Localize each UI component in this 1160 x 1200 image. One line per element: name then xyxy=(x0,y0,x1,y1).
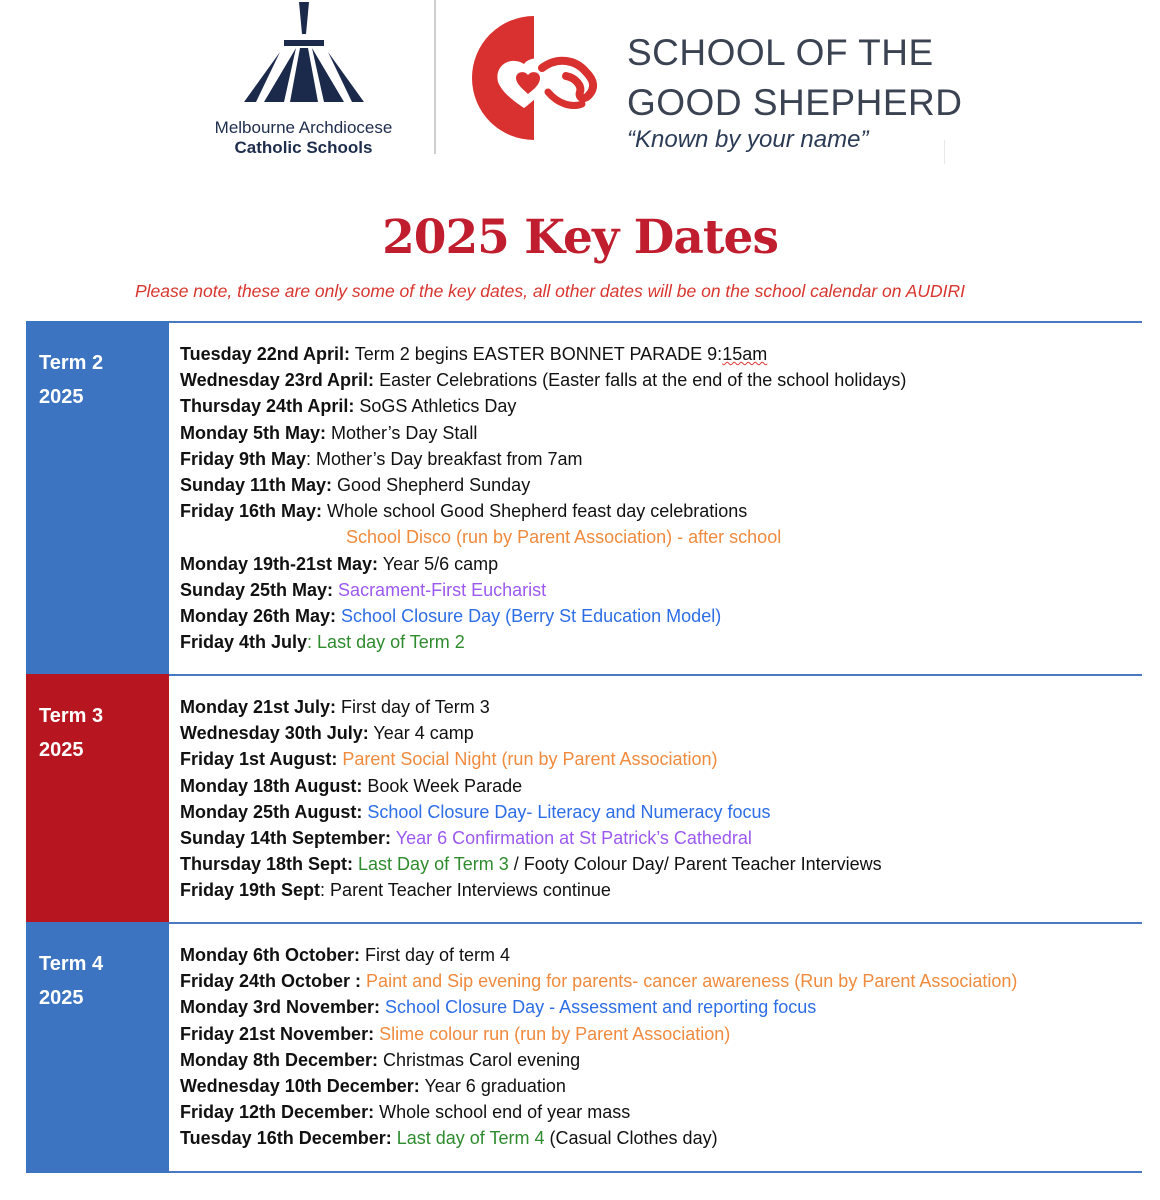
term-label: Term 4 xyxy=(39,953,104,975)
event-item xyxy=(180,746,1142,772)
event-item xyxy=(180,994,1142,1020)
school-name-line2: GOOD SHEPHERD xyxy=(627,82,963,123)
term-events-list xyxy=(180,694,1142,904)
term-3-block xyxy=(26,674,1142,924)
event-date: Friday 24th October : xyxy=(180,971,362,992)
event-description: SoGS Athletics Day xyxy=(354,396,517,417)
school-motto: “Known by your name” xyxy=(627,126,869,153)
event-date: Monday 5th May: xyxy=(180,422,327,443)
event-description: Year 6 graduation xyxy=(419,1076,566,1097)
term-events-list xyxy=(180,942,1142,1152)
event-item xyxy=(180,720,1142,746)
event-item xyxy=(180,1021,1142,1047)
event-description: Easter Celebrations (Easter falls at the end of the school holidays) xyxy=(374,370,907,391)
event-date: Friday 19th Sept xyxy=(180,880,321,901)
term-label-cell xyxy=(26,674,169,924)
term-label: Term 3 xyxy=(39,705,104,727)
term-label-cell xyxy=(26,922,169,1173)
good-shepherd-logo-icon xyxy=(468,12,600,149)
event-date: Friday 16th May: xyxy=(180,501,323,522)
event-date: Tuesday 16th December: xyxy=(180,1128,392,1149)
event-description: / Footy Colour Day/ Parent Teacher Interviews xyxy=(508,854,882,875)
event-description: Sacrament-First Eucharist xyxy=(333,579,547,600)
event-description: Good Shepherd Sunday xyxy=(332,475,531,496)
event-item xyxy=(180,1099,1142,1125)
event-item xyxy=(180,968,1142,994)
event-description: School Closure Day - Assessment and reporting focus xyxy=(380,997,817,1018)
mac-logo xyxy=(196,0,411,160)
row-top-border xyxy=(169,321,1142,323)
mac-name-line1: Melbourne Archdiocese xyxy=(214,118,393,137)
event-description: Mother’s Day Stall xyxy=(326,422,478,443)
event-item xyxy=(180,694,1142,720)
event-date: Friday 9th May xyxy=(180,448,307,469)
event-description: Christmas Carol evening xyxy=(378,1049,581,1070)
event-item xyxy=(180,446,1142,472)
term-year: 2025 xyxy=(39,739,84,761)
event-description: School Closure Day- Literacy and Numeracy focus xyxy=(362,801,771,822)
event-item xyxy=(180,498,1142,524)
event-description: Last Day of Term 3 xyxy=(353,854,509,875)
event-item xyxy=(180,1073,1142,1099)
event-date: Wednesday 10th December: xyxy=(180,1076,420,1097)
event-description: Year 4 camp xyxy=(368,723,474,744)
event-item xyxy=(180,773,1142,799)
event-item xyxy=(180,551,1142,577)
term-year: 2025 xyxy=(39,987,84,1009)
header-rule xyxy=(944,140,945,164)
event-description: (Casual Clothes day) xyxy=(544,1128,718,1149)
event-description: Slime colour run (run by Parent Association) xyxy=(374,1023,731,1044)
header-divider xyxy=(434,0,436,154)
event-item xyxy=(180,367,1142,393)
event-description: School Disco (run by Parent Association) - after school xyxy=(346,527,782,548)
page-title: 2025 Key Dates xyxy=(382,210,778,265)
row-bottom-border xyxy=(169,1171,1142,1173)
event-date: Monday 3rd November: xyxy=(180,997,381,1018)
event-description: Year 6 Confirmation at St Patrick’s Cathedral xyxy=(391,828,752,849)
event-description: Whole school Good Shepherd feast day celebrations xyxy=(322,501,748,522)
event-description: : Mother’s Day breakfast from 7am xyxy=(306,448,583,469)
event-date: Monday 6th October: xyxy=(180,945,361,965)
event-item xyxy=(180,799,1142,825)
event-date: Monday 18th August: xyxy=(180,775,363,796)
event-date: Monday 8th December: xyxy=(180,1049,379,1070)
event-item xyxy=(180,629,1142,655)
event-date: Friday 21st November: xyxy=(180,1023,375,1044)
event-description: First day of Term 3 xyxy=(336,697,490,717)
event-item xyxy=(180,942,1142,968)
event-item xyxy=(180,472,1142,498)
event-date: Wednesday 30th July: xyxy=(180,723,369,744)
event-description: 15am xyxy=(722,344,768,364)
event-description: : Parent Teacher Interviews continue xyxy=(320,880,611,901)
event-date: Wednesday 23rd April: xyxy=(180,370,375,391)
event-description: Year 5/6 camp xyxy=(378,553,499,574)
mac-emblem-icon xyxy=(244,2,364,104)
event-description: : Last day of Term 2 xyxy=(307,632,465,653)
event-description: Parent Social Night (run by Parent Association) xyxy=(337,749,718,770)
mac-name-line2: Catholic Schools xyxy=(234,138,373,157)
event-item xyxy=(180,825,1142,851)
event-description: Book Week Parade xyxy=(362,775,523,796)
event-date: Friday 4th July xyxy=(180,632,308,653)
event-item xyxy=(180,420,1142,446)
event-description: Last day of Term 4 xyxy=(391,1128,545,1149)
event-date: Friday 12th December: xyxy=(180,1102,375,1123)
event-date: Sunday 11th May: xyxy=(180,475,333,496)
event-item xyxy=(180,577,1142,603)
event-item xyxy=(180,1125,1142,1151)
event-item xyxy=(180,851,1142,877)
calendar-note: Please note, these are only some of the key dates, all other dates will be on the school calendar on AUDIRI xyxy=(134,281,966,301)
event-date: Sunday 25th May: xyxy=(180,579,334,600)
event-date: Thursday 24th April: xyxy=(180,396,355,417)
term-4-block xyxy=(26,922,1142,1173)
event-date: Monday 25th August: xyxy=(180,801,363,822)
event-item xyxy=(180,603,1142,629)
term-label: Term 2 xyxy=(39,352,104,374)
event-date: Monday 21st July: xyxy=(180,697,337,717)
event-item xyxy=(180,877,1142,903)
event-description: Term 2 begins EASTER BONNET PARADE 9: xyxy=(350,344,723,364)
event-date: Friday 1st August: xyxy=(180,749,338,770)
event-item xyxy=(180,1047,1142,1073)
event-date: Monday 19th-21st May: xyxy=(180,553,379,574)
event-item xyxy=(180,524,1142,550)
event-description: Paint and Sip evening for parents- cancer awareness (Run by Parent Association) xyxy=(361,971,1018,992)
event-date: Sunday 14th September: xyxy=(180,828,392,849)
school-name-line1: SCHOOL OF THE xyxy=(627,32,934,73)
event-date: Thursday 18th Sept: xyxy=(180,854,354,875)
event-description: First day of term 4 xyxy=(360,945,511,965)
event-item xyxy=(180,393,1142,419)
term-2-block xyxy=(26,321,1142,676)
term-year: 2025 xyxy=(39,386,84,408)
event-date: Tuesday 22nd April: xyxy=(180,344,351,364)
term-events-list xyxy=(180,341,1142,655)
event-item xyxy=(180,341,1142,367)
event-date: Monday 26th May: xyxy=(180,606,337,627)
event-description: Whole school end of year mass xyxy=(374,1102,631,1123)
term-label-cell xyxy=(26,321,169,676)
document-header xyxy=(0,0,1160,170)
event-description: School Closure Day (Berry St Education Model) xyxy=(336,606,722,627)
